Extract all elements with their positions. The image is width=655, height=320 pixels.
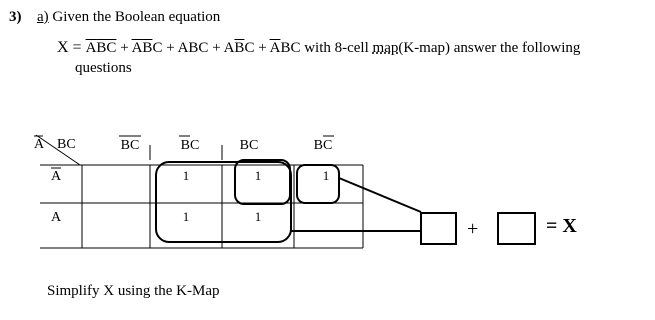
group-quad — [156, 162, 291, 242]
kmap-column-header: BC — [313, 138, 333, 153]
kmap-row-header: A — [50, 210, 62, 225]
connector-lines — [291, 178, 421, 231]
simplify-prompt: Simplify X using the K-Map — [47, 283, 220, 299]
plus-sign: + — [467, 218, 479, 240]
kmap-column-header: BC — [239, 138, 259, 153]
kmap-column-header: BC — [180, 138, 200, 153]
plus-operator: + — [208, 40, 224, 56]
question-number: 3) — [9, 9, 22, 25]
equation-term: $\overline{A}\overline{BC}$ — [85, 40, 117, 56]
equation-line2: questions — [75, 60, 132, 76]
equation-term: $\overline{A}\overline{B}C$ — [131, 40, 163, 56]
kmap-row-header: A — [50, 169, 62, 184]
answer-box-1[interactable] — [421, 213, 456, 244]
equation-term: $\overline{A}BC$ — [269, 40, 301, 56]
question-intro: Given the Boolean equation — [52, 9, 221, 25]
plus-operator: + — [162, 40, 178, 56]
equation-lhs: X = — [57, 39, 86, 56]
kmap-corner-a: A — [34, 137, 45, 152]
kmap-row-headers — [51, 168, 62, 225]
equation-term: ABC — [177, 40, 209, 56]
kmap-cell-value: 1 — [182, 168, 190, 183]
equation-tail: with 8-cell — [300, 40, 373, 56]
group-pair-top — [235, 160, 290, 204]
answer-box-2[interactable] — [498, 213, 535, 244]
kmap-column-header: BC — [120, 138, 140, 153]
part-label: a) — [37, 9, 49, 25]
result-equals-x: = X — [546, 215, 577, 237]
kmap-corner-bc: BC — [57, 137, 76, 152]
equation-map-word: map — [372, 40, 399, 56]
kmap-cell-value: 1 — [322, 168, 330, 183]
equation-term: $A\overline{B}C$ — [223, 40, 255, 56]
plus-operator: + — [116, 40, 132, 56]
group-single — [297, 165, 339, 203]
kmap-cells — [183, 168, 330, 224]
kmap-cell-value: 1 — [254, 168, 262, 183]
equation-tail2: (K-map) answer the following — [398, 40, 581, 56]
kmap-cell-value: 1 — [182, 209, 190, 224]
plus-operator: + — [254, 40, 270, 56]
kmap-cell-value: 1 — [254, 209, 262, 224]
kmap-column-headers — [119, 136, 334, 153]
